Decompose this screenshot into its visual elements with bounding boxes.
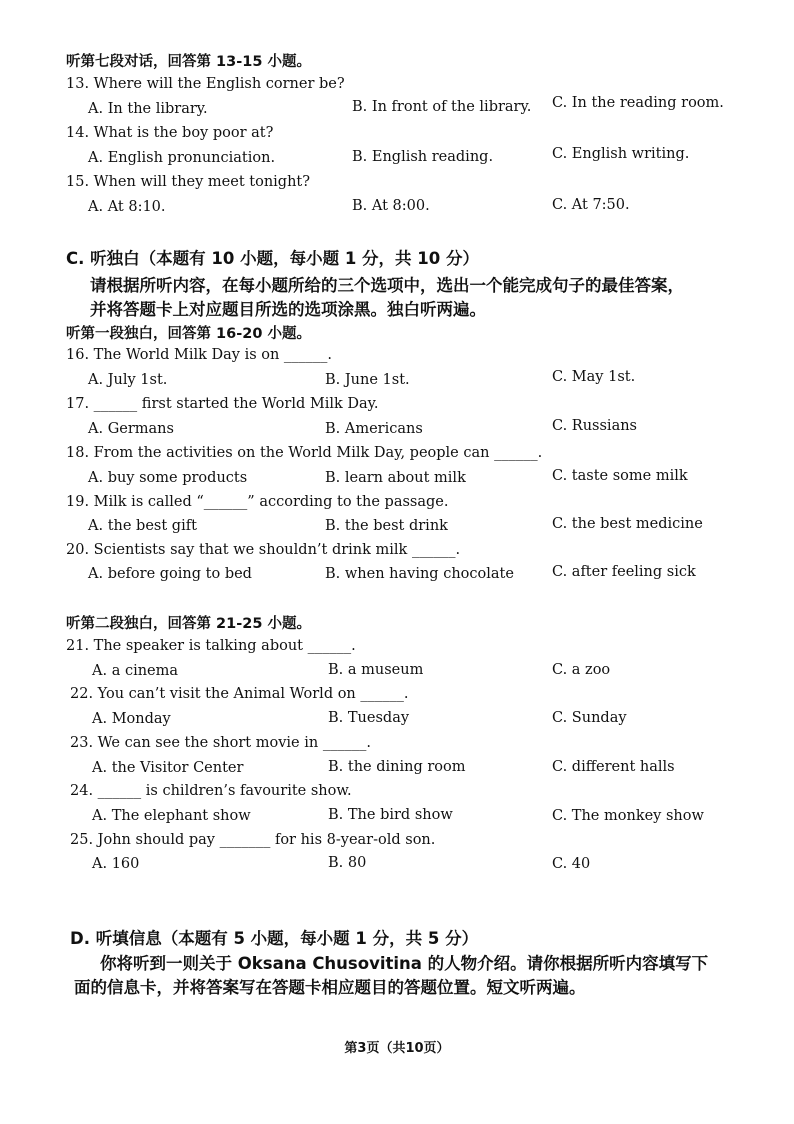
section-d-title: D. 听填信息（本题有 5 小题，每小题 1 分，共 5 分） bbox=[70, 929, 479, 948]
q21-option-a: A. a cinema bbox=[92, 663, 179, 679]
q24-option-a: A. The elephant show bbox=[92, 808, 251, 824]
question-23: 23. We can see the short movie in ______. bbox=[70, 735, 371, 751]
q14-option-c: C. English writing. bbox=[552, 146, 690, 162]
question-14: 14. What is the boy poor at? bbox=[66, 125, 274, 141]
q17-option-a: A. Germans bbox=[88, 421, 174, 437]
q15-option-a: A. At 8:10. bbox=[88, 199, 166, 215]
q24-option-b: B. The bird show bbox=[328, 807, 453, 823]
q19-option-c: C. the best medicine bbox=[552, 516, 703, 532]
q24-option-c: C. The monkey show bbox=[552, 808, 704, 824]
question-25: 25. John should pay _______ for his 8-year-old son. bbox=[70, 832, 436, 848]
q15-option-c: C. At 7:50. bbox=[552, 197, 630, 213]
page-number: 第3页（共10页） bbox=[344, 1041, 450, 1056]
q20-option-a: A. before going to bed bbox=[88, 566, 252, 582]
q16-option-c: C. May 1st. bbox=[552, 369, 636, 385]
section-d-instruction-line1: 你将听到一则关于 Oksana Chusovitina 的人物介绍。请你根据所听内容填写下 bbox=[100, 954, 709, 973]
q16-option-a: A. July 1st. bbox=[88, 372, 168, 388]
q25-option-a: A. 160 bbox=[92, 856, 140, 872]
section-c-instruction-line2: 并将答题卡上对应题目所选的选项涂黑。独白听两遍。 bbox=[90, 300, 486, 319]
q17-option-c: C. Russians bbox=[552, 418, 637, 434]
question-19: 19. Milk is called “______” according to the passage. bbox=[66, 494, 449, 510]
q22-option-b: B. Tuesday bbox=[328, 710, 410, 726]
section-c-title: C. 听独白（本题有 10 小题，每小题 1 分，共 10 分） bbox=[66, 249, 479, 268]
question-13: 13. Where will the English corner be? bbox=[66, 76, 345, 92]
q15-option-b: B. At 8:00. bbox=[352, 198, 430, 214]
question-24: 24. ______ is children’s favourite show. bbox=[70, 783, 352, 799]
question-17: 17. ______ first started the World Milk Day. bbox=[66, 396, 379, 412]
question-15: 15. When will they meet tonight? bbox=[66, 174, 311, 190]
monologue-1-intro: 听第一段独白，回答第 16-20 小题。 bbox=[66, 326, 311, 342]
q18-option-a: A. buy some products bbox=[88, 470, 248, 486]
q19-option-b: B. the best drink bbox=[325, 518, 448, 534]
question-20: 20. Scientists say that we shouldn’t drink milk ______. bbox=[66, 542, 461, 558]
q23-option-b: B. the dining room bbox=[328, 759, 466, 775]
dialogue-7-intro: 听第七段对话，回答第 13-15 小题。 bbox=[66, 54, 311, 70]
q23-option-a: A. the Visitor Center bbox=[92, 760, 244, 776]
q23-option-c: C. different halls bbox=[552, 759, 675, 775]
q16-option-b: B. June 1st. bbox=[325, 372, 410, 388]
q20-option-b: B. when having chocolate bbox=[325, 566, 514, 582]
monologue-2-intro: 听第二段独白，回答第 21-25 小题。 bbox=[66, 616, 311, 632]
question-22: 22. You can’t visit the Animal World on ______. bbox=[70, 686, 409, 702]
section-c-instruction-line1: 请根据所听内容，在每小题所给的三个选项中，选出一个能完成句子的最佳答案， bbox=[90, 276, 684, 295]
q18-option-b: B. learn about milk bbox=[325, 470, 466, 486]
q19-option-a: A. the best gift bbox=[88, 518, 197, 534]
q13-option-c: C. In the reading room. bbox=[552, 95, 724, 111]
question-16: 16. The World Milk Day is on ______. bbox=[66, 347, 333, 363]
q13-option-b: B. In front of the library. bbox=[352, 99, 532, 115]
q22-option-a: A. Monday bbox=[92, 711, 171, 727]
q18-option-c: C. taste some milk bbox=[552, 468, 688, 484]
question-21: 21. The speaker is talking about ______. bbox=[66, 638, 356, 654]
q22-option-c: C. Sunday bbox=[552, 710, 627, 726]
q17-option-b: B. Americans bbox=[325, 421, 423, 437]
q25-option-c: C. 40 bbox=[552, 856, 591, 872]
q21-option-c: C. a zoo bbox=[552, 662, 611, 678]
q20-option-c: C. after feeling sick bbox=[552, 564, 696, 580]
q25-option-b: B. 80 bbox=[328, 855, 367, 871]
q13-option-a: A. In the library. bbox=[88, 101, 208, 117]
q14-option-a: A. English pronunciation. bbox=[88, 150, 276, 166]
question-18: 18. From the activities on the World Milk Day, people can ______. bbox=[66, 445, 543, 461]
q14-option-b: B. English reading. bbox=[352, 149, 494, 165]
section-d-instruction-line2: 面的信息卡，并将答案写在答题卡相应题目的答题位置。短文听两遍。 bbox=[74, 978, 586, 997]
q21-option-b: B. a museum bbox=[328, 662, 424, 678]
